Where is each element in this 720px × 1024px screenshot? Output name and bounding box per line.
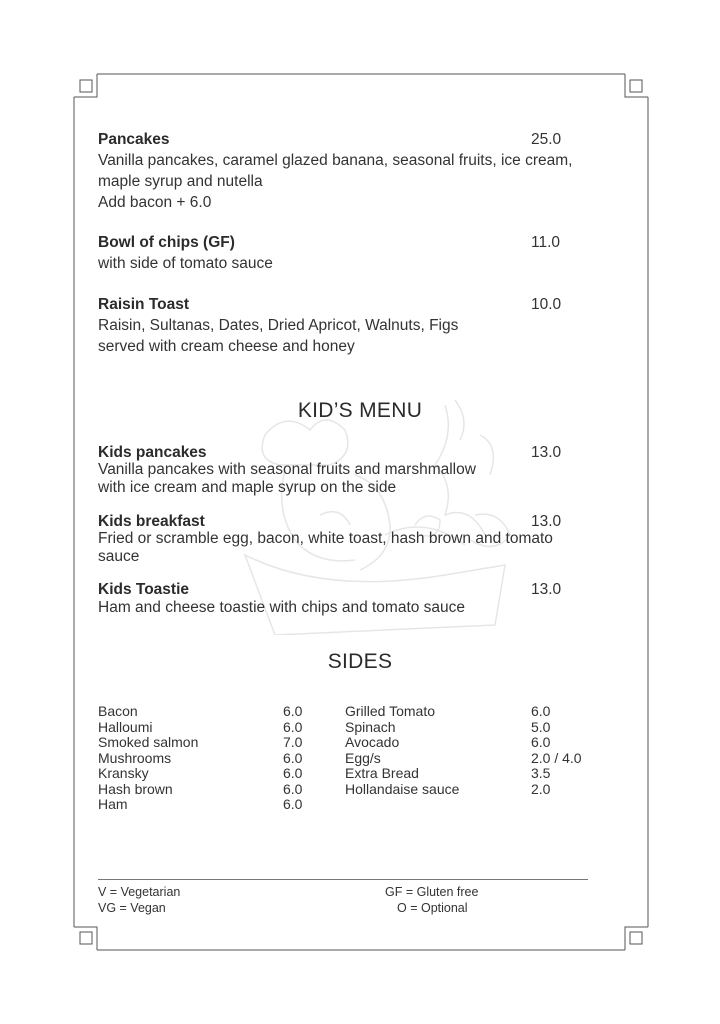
side-price: 6.0 [283,765,303,781]
side-name: Ham [98,796,128,812]
side-name: Hollandaise sauce [345,781,460,797]
item-name: Pancakes [98,131,170,148]
side-price: 7.0 [283,734,303,750]
item-name: Bowl of chips (GF) [98,234,235,251]
side-price: 6.0 [283,750,303,766]
item-description: Vanilla pancakes, caramel glazed banana, seasonal fruits, ice cream, maple syrup and nutella Add bacon + 6.0 [98,152,573,211]
side-name: Extra Bread [345,765,419,781]
legend-gluten-free: GF = Gluten free [385,885,479,899]
side-price: 6.0 [283,781,303,797]
side-price: 5.0 [531,719,551,735]
side-name: Bacon [98,703,138,719]
item-name: Raisin Toast [98,296,190,313]
item-name: Kids Toastie [98,581,190,598]
side-name: Avocado [345,734,400,750]
side-price: 2.0 [531,781,551,797]
side-price: 6.0 [283,796,303,812]
item-price: 13.0 [531,581,562,598]
item-price: 13.0 [531,513,562,530]
item-description: Ham and cheese toastie with chips and tomato sauce [98,599,466,616]
side-price: 6.0 [531,734,551,750]
legend-vegetarian: V = Vegetarian [98,885,181,899]
legend-vegan: VG = Vegan [98,901,166,915]
legend-divider [98,879,588,880]
item-description: Vanilla pancakes with seasonal fruits and marshmallow with ice cream and maple syrup on the side [98,461,476,496]
side-name: Halloumi [98,719,153,735]
side-price: 6.0 [531,703,551,719]
item-description: Fried or scramble egg, bacon, white toast, hash brown and tomato sauce [98,530,553,565]
item-price: 13.0 [531,444,562,461]
legend-optional: O = Optional [397,901,468,915]
side-price: 6.0 [283,703,303,719]
sides-title: SIDES [327,650,393,673]
side-name: Kransky [98,765,149,781]
side-name: Mushrooms [98,750,172,766]
side-name: Spinach [345,719,396,735]
kids-menu-title: KID’S MENU [297,399,423,422]
side-price: 3.5 [531,765,551,781]
side-price: 6.0 [283,719,303,735]
item-price: 11.0 [531,234,561,251]
side-name: Smoked salmon [98,734,199,750]
side-price: 2.0 / 4.0 [531,750,582,766]
item-description: with side of tomato sauce [98,255,273,272]
item-name: Kids pancakes [98,444,207,461]
side-name: Grilled Tomato [345,703,436,719]
side-name: Egg/s [345,750,381,766]
item-price: 10.0 [531,296,562,313]
side-name: Hash brown [98,781,173,797]
item-price: 25.0 [531,131,562,148]
item-name: Kids breakfast [98,513,205,530]
item-description: Raisin, Sultanas, Dates, Dried Apricot, Walnuts, Figs served with cream cheese and honey [98,317,459,355]
